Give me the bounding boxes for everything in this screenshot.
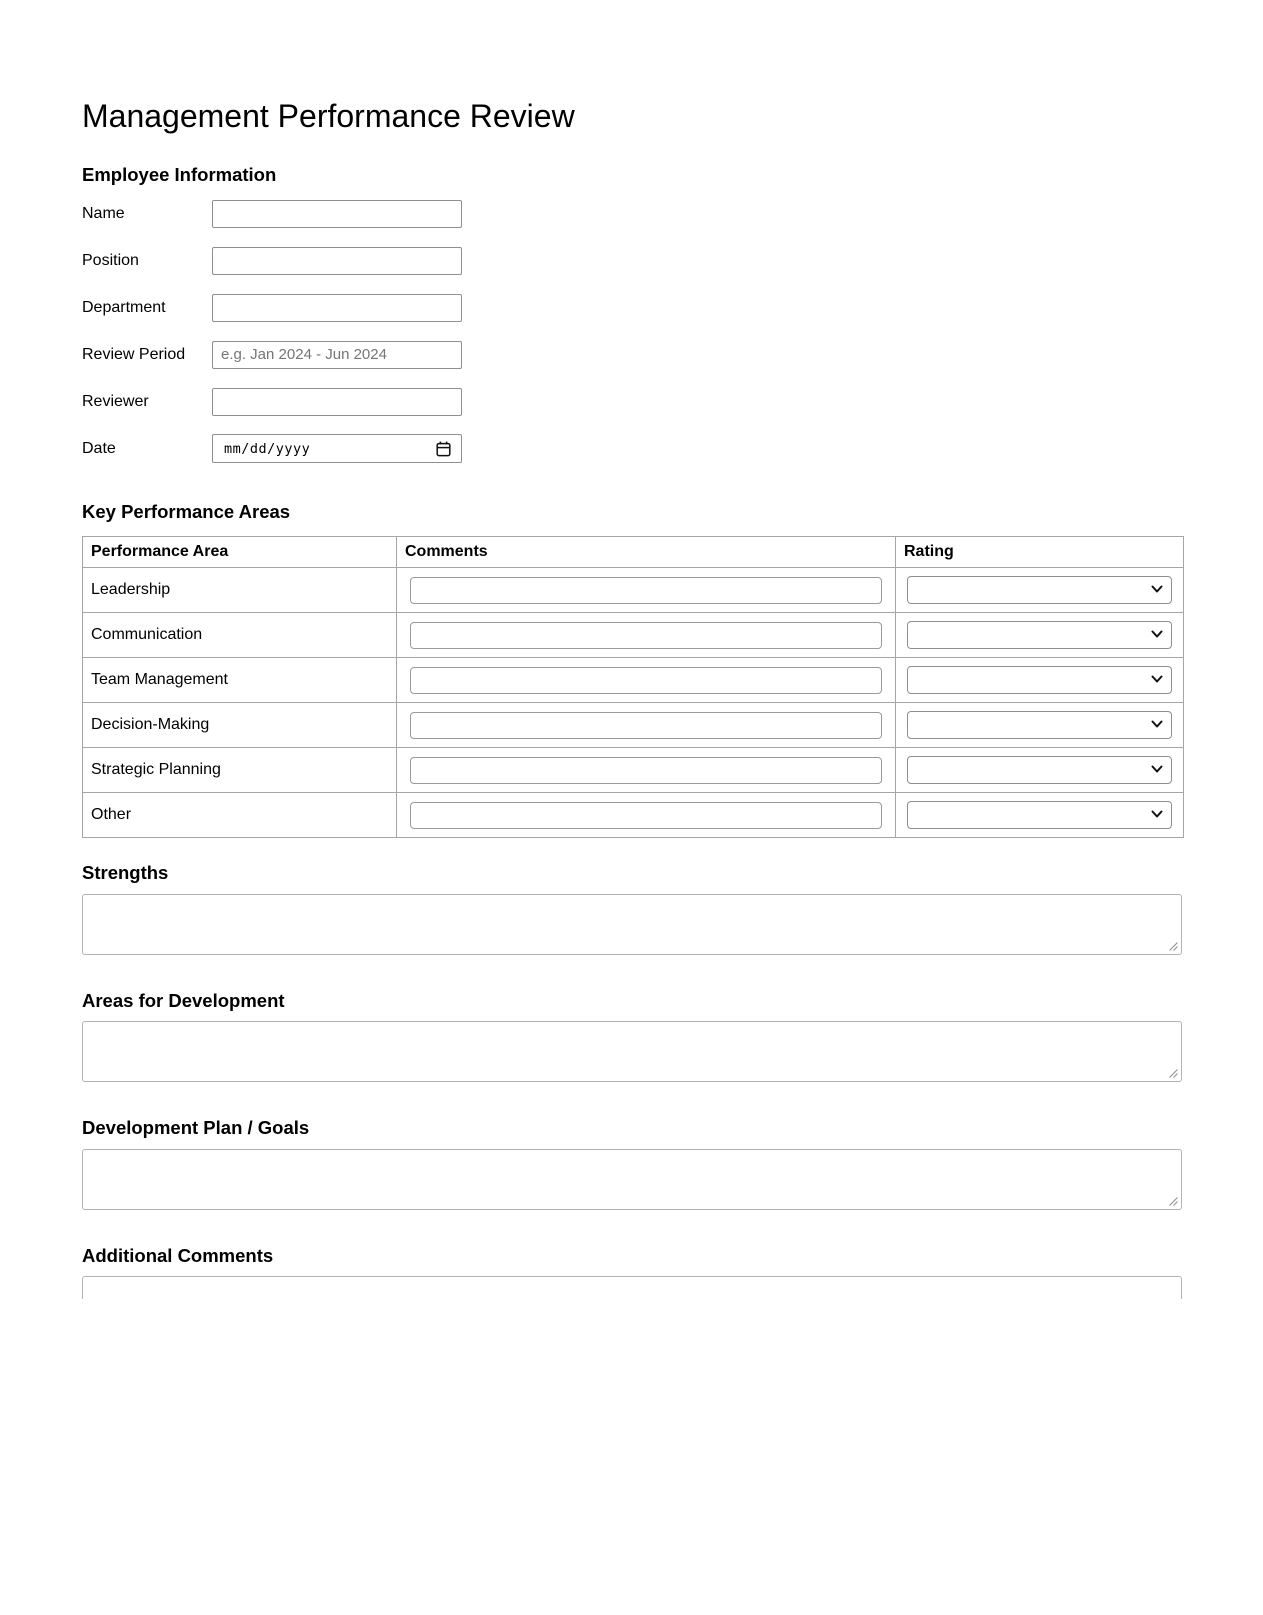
field-row-reviewer [82, 388, 1182, 416]
table-row-other [83, 793, 1184, 838]
communication-comment-input[interactable] [410, 622, 882, 649]
area-label: Strategic Planning [83, 748, 397, 793]
development-plan-goals-heading: Development Plan / Goals [82, 1117, 310, 1138]
position-input[interactable] [212, 247, 462, 275]
table-row-strategic-planning [83, 748, 1184, 793]
form-content [0, 100, 1263, 1299]
date-label: Date [82, 439, 116, 457]
key-performance-areas-heading: Key Performance Areas [82, 500, 291, 522]
reviewer-label: Reviewer [82, 392, 149, 410]
leadership-rating-select[interactable] [907, 576, 1172, 604]
page-title: Management Performance Review [82, 98, 575, 134]
field-row-position [82, 247, 1182, 275]
field-row-review-period [82, 341, 1182, 369]
leadership-comment-input[interactable] [410, 577, 882, 604]
table-header-row [83, 537, 1184, 568]
other-comment-input[interactable] [410, 802, 882, 829]
col-header-rating: Rating [896, 537, 1184, 568]
area-label: Leadership [83, 568, 397, 613]
strengths-textarea[interactable] [82, 894, 1182, 955]
resize-handle-icon[interactable] [1168, 941, 1179, 952]
areas-for-development-textarea[interactable] [82, 1021, 1182, 1082]
review-period-label: Review Period [82, 345, 186, 363]
area-label: Other [83, 793, 397, 838]
col-header-comments: Comments [397, 537, 896, 568]
field-row-department [82, 294, 1182, 322]
team-management-comment-input[interactable] [410, 667, 882, 694]
development-plan-goals-textarea[interactable] [82, 1149, 1182, 1210]
date-value: mm/dd/yyyy [224, 440, 311, 457]
table-row-team-management [83, 658, 1184, 703]
employee-info-heading: Employee Information [82, 164, 277, 185]
department-label: Department [82, 298, 166, 316]
date-input[interactable] [212, 434, 462, 463]
strengths-heading: Strengths [82, 862, 169, 883]
additional-comments-textarea[interactable] [82, 1276, 1182, 1299]
position-label: Position [82, 251, 139, 269]
strategic-planning-comment-input[interactable] [410, 757, 882, 784]
field-row-name [82, 200, 1182, 228]
area-label: Communication [83, 613, 397, 658]
review-period-input[interactable] [212, 341, 462, 369]
areas-for-development-heading: Areas for Development [82, 989, 285, 1011]
decision-making-rating-select[interactable] [907, 711, 1172, 739]
decision-making-comment-input[interactable] [410, 712, 882, 739]
field-row-date [82, 435, 1182, 463]
table-row-communication [83, 613, 1184, 658]
team-management-rating-select[interactable] [907, 666, 1172, 694]
performance-table [82, 536, 1184, 838]
strategic-planning-rating-select[interactable] [907, 756, 1172, 784]
additional-comments-heading: Additional Comments [82, 1244, 274, 1266]
reviewer-input[interactable] [212, 388, 462, 416]
table-row-leadership [83, 568, 1184, 613]
col-header-performance-area: Performance Area [83, 537, 397, 568]
communication-rating-select[interactable] [907, 621, 1172, 649]
name-label: Name [82, 204, 125, 222]
resize-handle-icon[interactable] [1168, 1196, 1179, 1207]
calendar-icon[interactable] [436, 441, 451, 457]
name-input[interactable] [212, 200, 462, 228]
table-row-decision-making [83, 703, 1184, 748]
other-rating-select[interactable] [907, 801, 1172, 829]
area-label: Team Management [83, 658, 397, 703]
area-label: Decision-Making [83, 703, 397, 748]
department-input[interactable] [212, 294, 462, 322]
resize-handle-icon[interactable] [1168, 1068, 1179, 1079]
